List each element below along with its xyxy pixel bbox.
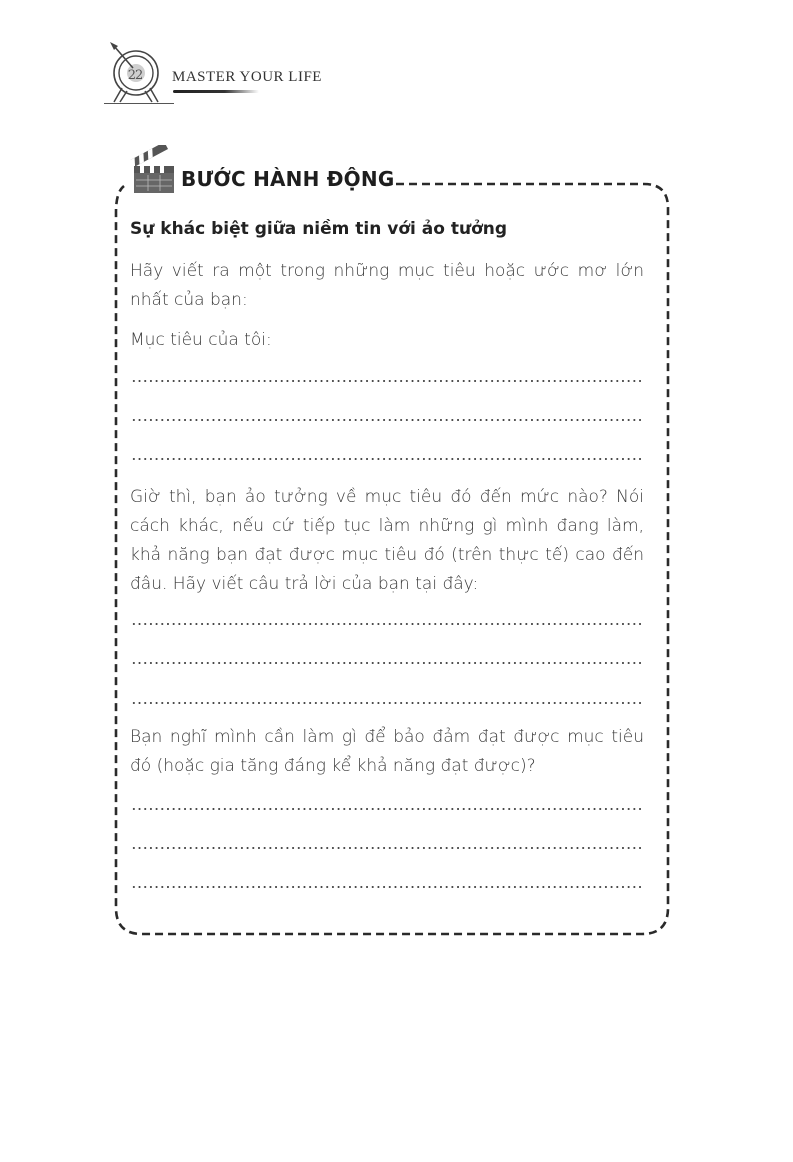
prompt-2-text: Giờ thì, bạn ảo tưởng về mục tiêu đó đến mức nào? Nói cách khác, nếu cứ tiếp tục làm những gì mình đang làm, khả năng bạn đạt được mục tiêu đó (trên thực tế) cao đến đâu. Hãy viết câu trả lời của bạn tại đây: [130,487,644,594]
prompt-1-text: Hãy viết ra một trong những mục tiêu hoặc ước mơ lớn nhất của bạn: [130,261,644,310]
book-title: MASTER YOUR LIFE [172,69,322,85]
answer-line-1-1[interactable] [131,380,643,382]
page-number: 22 [127,68,143,83]
answer-line-1-2[interactable] [131,419,643,421]
answer-line-3-2[interactable] [131,847,643,849]
exercise-subheading: Sự khác biệt giữa niềm tin với ảo tưởng [130,219,508,239]
clapperboard-icon [128,145,180,197]
answer-line-2-2[interactable] [131,662,643,664]
answer-line-2-3[interactable] [131,702,643,704]
answer-line-3-1[interactable] [131,808,643,810]
answer-line-2-1[interactable] [131,623,643,625]
section-heading: BƯỚC HÀNH ĐỘNG [181,167,395,191]
answer-line-3-3[interactable] [131,886,643,888]
answer-line-1-3[interactable] [131,458,643,460]
prompt-1-label: Mục tiêu của tôi: [130,330,272,350]
prompt-3-text: Bạn nghĩ mình cần làm gì để bảo đảm đạt được mục tiêu đó (hoặc gia tăng đáng kể khả năng đạt được)? [130,727,644,776]
